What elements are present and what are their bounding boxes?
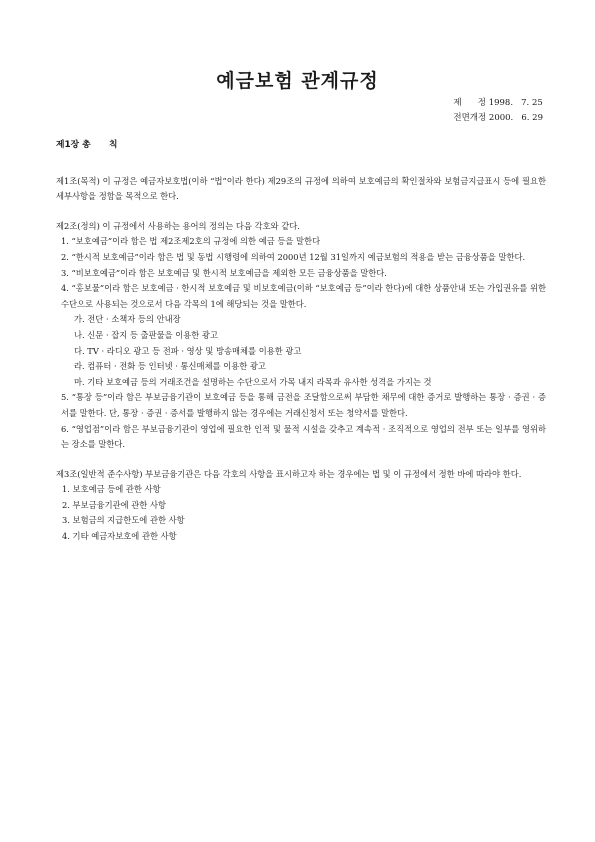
article-2-item-1: 1. “보호예금”이라 함은 법 제2조제2호의 규정에 의한 예금 등을 말한다	[61, 236, 321, 247]
article-2-subitem-ga: 가. 전단 · 소책자 등의 안내장	[74, 314, 181, 325]
article-2-subitem-ma: 마. 기타 보호예금 등의 거래조건을 설명하는 수단으로서 가목 내지 라목과 유사한 성격을 가지는 것	[74, 376, 432, 387]
article-2-item-5: 5. “통장 등”이라 함은 부보금융기관이 보호예금 등을 통해 금전을 조달함으로써 부담한 채무에 대한 증거로 발행하는 통장 · 증권 · 증서를 말한다. 단, 통장 · 증권 · 증서를 발행하지 않는 경우에는 거래신청서 또는 청약서를 말한다.	[61, 392, 546, 418]
document-body	[56, 138, 546, 545]
article-3-intro: 제3조(일반적 준수사항) 부보금융기관은 다음 각호의 사항을 표시하고자 하는 경우에는 법 및 이 규정에서 정한 바에 따라야 한다.	[56, 468, 522, 479]
article-2-subitem-da: 다. TV · 라디오 광고 등 전파 · 영상 및 방송매체를 이용한 광고	[74, 345, 302, 356]
enactment-date: 제 정 1998. 7. 25	[453, 98, 543, 108]
article-2-subitem-ra: 라. 컴퓨터 · 전화 등 인터넷 · 통신매체를 이용한 광고	[74, 361, 266, 372]
article-3-item-2: 2. 부보금융기관에 관한 사항	[62, 499, 166, 510]
article-2-item-6: 6. “영업점”이라 함은 부보금융기관이 영업에 필요한 인적 및 물적 시설을 갖추고 계속적 · 조직적으로 영업의 전부 또는 일부를 영위하는 장소를 말한다.	[61, 423, 546, 450]
article-1: 제1조(목적) 이 규정은 예금자보호법(이하 “법”이라 한다) 제29조의 규정에 의하여 보호예금의 확인절차와 보험금지급표시 등에 필요한 세부사항을 정함을 목적으로 한다.	[56, 175, 546, 202]
article-2-item-3: 3. “비보호예금”이라 함은 보호예금 및 한시적 보호예금을 제외한 모든 금융상품을 말한다.	[61, 267, 387, 278]
article-2-subitem-na: 나. 신문 · 잡지 등 출판물을 이용한 광고	[74, 329, 218, 340]
revision-dates	[453, 96, 543, 126]
article-2-item-4: 4. “홍보물”이라 함은 보호예금 · 한시적 보호예금 및 비보호예금(이하 “보호예금 등”이라 한다)에 대한 상품안내 또는 가입권유를 위한 수단으로 사용되는 것으로서 다음 각목의 1에 해당되는 것을 말한다.	[61, 283, 546, 309]
revision-date: 전면개정 2000. 6. 29	[453, 113, 543, 123]
article-3-item-4: 4. 기타 예금자보호에 관한 사항	[62, 531, 177, 542]
article-2-intro: 제2조(정의) 이 규정에서 사용하는 용어의 정의는 다음 각호와 같다.	[56, 220, 300, 231]
chapter-heading: 제1장 총 칙	[56, 140, 118, 150]
article-3-item-1: 1. 보호예금 등에 관한 사항	[62, 484, 161, 495]
article-2-item-2: 2. “한시적 보호예금”이라 함은 법 및 동법 시행령에 의하여 2000년 12월 31일까지 예금보험의 적용을 받는 금융상품을 말한다.	[61, 251, 526, 262]
article-3-item-3: 3. 보험금의 지급한도에 관한 사항	[62, 515, 185, 526]
document-title: 예금보험 관계규정	[216, 70, 379, 92]
